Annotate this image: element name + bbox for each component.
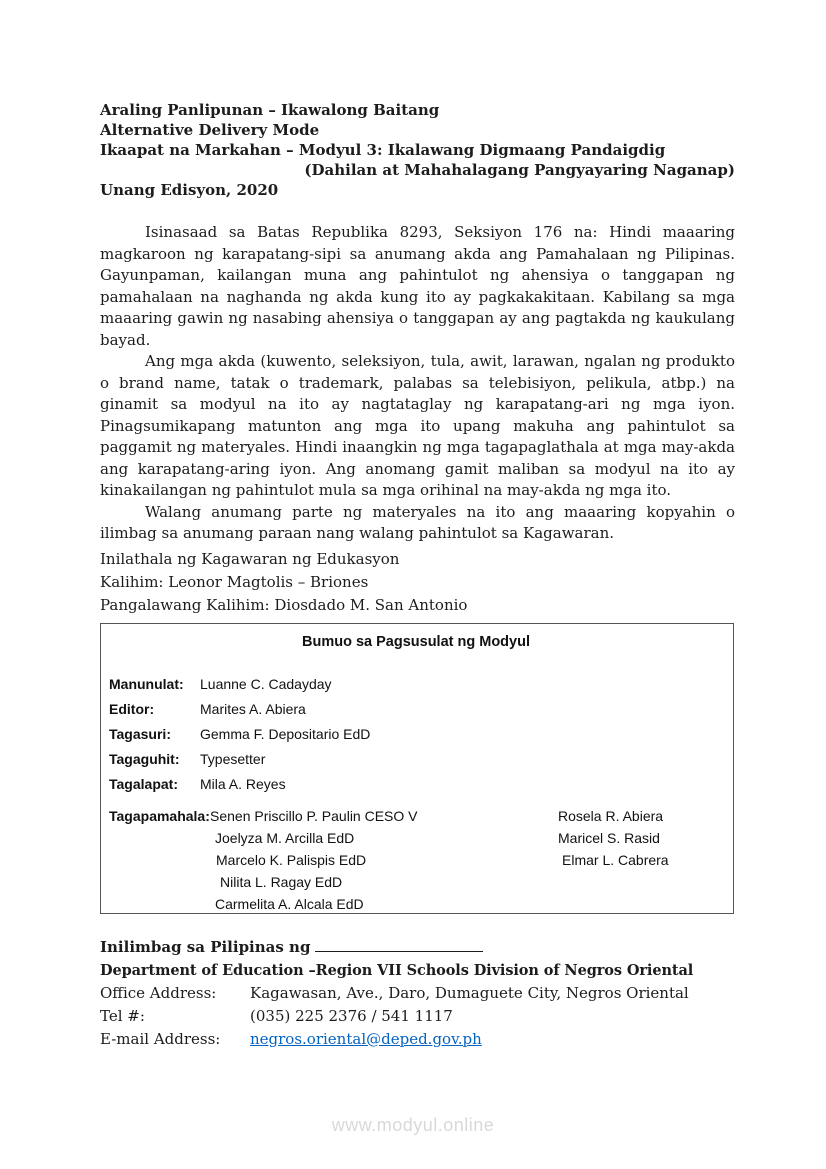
telephone-value: (035) 225 2376 / 541 1117 — [250, 1006, 453, 1025]
printed-in-line — [100, 936, 735, 959]
credit-label: Manunulat: — [109, 675, 184, 692]
publisher-lines — [100, 548, 735, 617]
credit-label: Tagaguhit: — [109, 751, 180, 768]
credit-row-writer — [109, 672, 723, 697]
credit-label: Tagasuri: — [109, 725, 171, 742]
credits-box — [100, 623, 734, 914]
office-address-value: Kagawasan, Ave., Daro, Dumaguete City, Negros Oriental — [250, 983, 689, 1002]
management-name: Joelyza M. Arcilla EdD — [215, 829, 355, 846]
credits-box-title: Bumuo sa Pagsusulat ng Modyul — [302, 633, 530, 650]
module-title-line-3: Ikaapat na Markahan – Modyul 3: Ikalawang Digmaang Pandaigdig — [100, 141, 666, 159]
office-address-label: Office Address: — [100, 983, 217, 1002]
printed-in-label: Inilimbag sa Pilipinas ng — [100, 937, 311, 956]
watermark: www.modyul.online — [331, 1115, 495, 1135]
office-address-row — [100, 982, 735, 1005]
management-name: Nilita L. Ragay EdD — [220, 873, 343, 890]
telephone-row — [100, 1005, 735, 1028]
email-label: E-mail Address: — [100, 1029, 221, 1048]
credit-value: Mila A. Reyes — [200, 776, 286, 793]
module-title-line-2: Alternative Delivery Mode — [100, 121, 320, 139]
management-label: Tagapamahala: — [109, 807, 210, 824]
credit-row-editor — [109, 697, 723, 722]
imprint-block — [100, 936, 735, 1051]
management-name: Rosela R. Abiera — [558, 807, 664, 824]
module-title-line-1: Araling Panlipunan – Ikawalong Baitang — [100, 101, 440, 119]
credit-value: Marites A. Abiera — [200, 700, 306, 717]
credit-label: Editor: — [109, 700, 155, 717]
module-header — [100, 100, 735, 200]
credit-row-illustrator — [109, 747, 723, 772]
edition-line: Unang Edisyon, 2020 — [100, 181, 279, 199]
copyright-paragraph-3: Walang anumang parte ng materyales na ito ang maaaring kopyahin o ilimbag sa anumang paraan nang walang pahintulot sa Kagawaran. — [100, 502, 735, 542]
email-link[interactable]: negros.oriental@deped.gov.ph — [250, 1029, 482, 1048]
credit-rows — [109, 672, 723, 798]
credit-value: Luanne C. Cadayday — [200, 675, 332, 692]
published-by-line: Inilathala ng Kagawaran ng Edukasyon — [100, 549, 400, 568]
copyright-paragraph-1: Isinasaad sa Batas Republika 8293, Seksiyon 176 na: Hindi maaaring magkaroon ng karapatang-sipi sa anumang akda ang Pamahalaan ng Pilipinas. Gayunpaman, kailangan muna ang pahintulot ng ahensiya o tanggapan ng pamahalaan na naghanda ng akda kung ito ay pagkakakitaan. Kabilang sa mga maaaring gawin ng nasabing ahensiya o tanggapan ay ang pagtakda ng kaukulang bayad. — [100, 223, 735, 349]
management-name: Marcelo K. Palispis EdD — [216, 851, 367, 868]
telephone-label: Tel #: — [100, 1006, 145, 1025]
management-name: Senen Priscillo P. Paulin CESO V — [210, 807, 418, 824]
credit-value: Gemma F. Depositario EdD — [200, 725, 371, 742]
publisher-blank-line — [315, 938, 483, 952]
management-column-1 — [210, 805, 558, 914]
management-column-2 — [558, 805, 723, 914]
management-name: Elmar L. Cabrera — [562, 851, 669, 868]
email-row — [100, 1028, 735, 1051]
credit-value: Typesetter — [200, 751, 266, 768]
division-line: Department of Education –Region VII Schools Division of Negros Oriental — [100, 961, 694, 979]
management-name: Maricel S. Rasid — [558, 829, 660, 846]
copyright-paragraph-2: Ang mga akda (kuwento, seleksiyon, tula, awit, larawan, ngalan ng produkto o brand name, tatak o trademark, palabas sa telebisiyon, pelikula, atbp.) na ginamit sa modyul na ito ay nagtataglay ng karapatang-ari ng mga iyon. Pinagsumikapang matunton ang mga ito upang makuha ang pahintulot sa paggamit ng materyales. Hindi inaangkin ng mga tagapaglathala at mga may-akda ang karapatang-aring iyon. Ang anomang gamit maliban sa modyul na ito ay kinakailangan ng pahintulot mula sa mga orihinal na may-akda ng mga ito. — [100, 352, 735, 499]
credit-row-layout — [109, 772, 723, 797]
management-name: Carmelita A. Alcala EdD — [215, 895, 364, 912]
credit-row-reviewer — [109, 722, 723, 747]
module-title-line-4: (Dahilan at Mahahalagang Pangyayaring Naganap) — [304, 161, 735, 179]
secretary-line: Kalihim: Leonor Magtolis – Briones — [100, 572, 369, 591]
credit-label: Tagalapat: — [109, 776, 178, 793]
undersecretary-line: Pangalawang Kalihim: Diosdado M. San Antonio — [100, 595, 468, 614]
management-row — [109, 805, 723, 914]
